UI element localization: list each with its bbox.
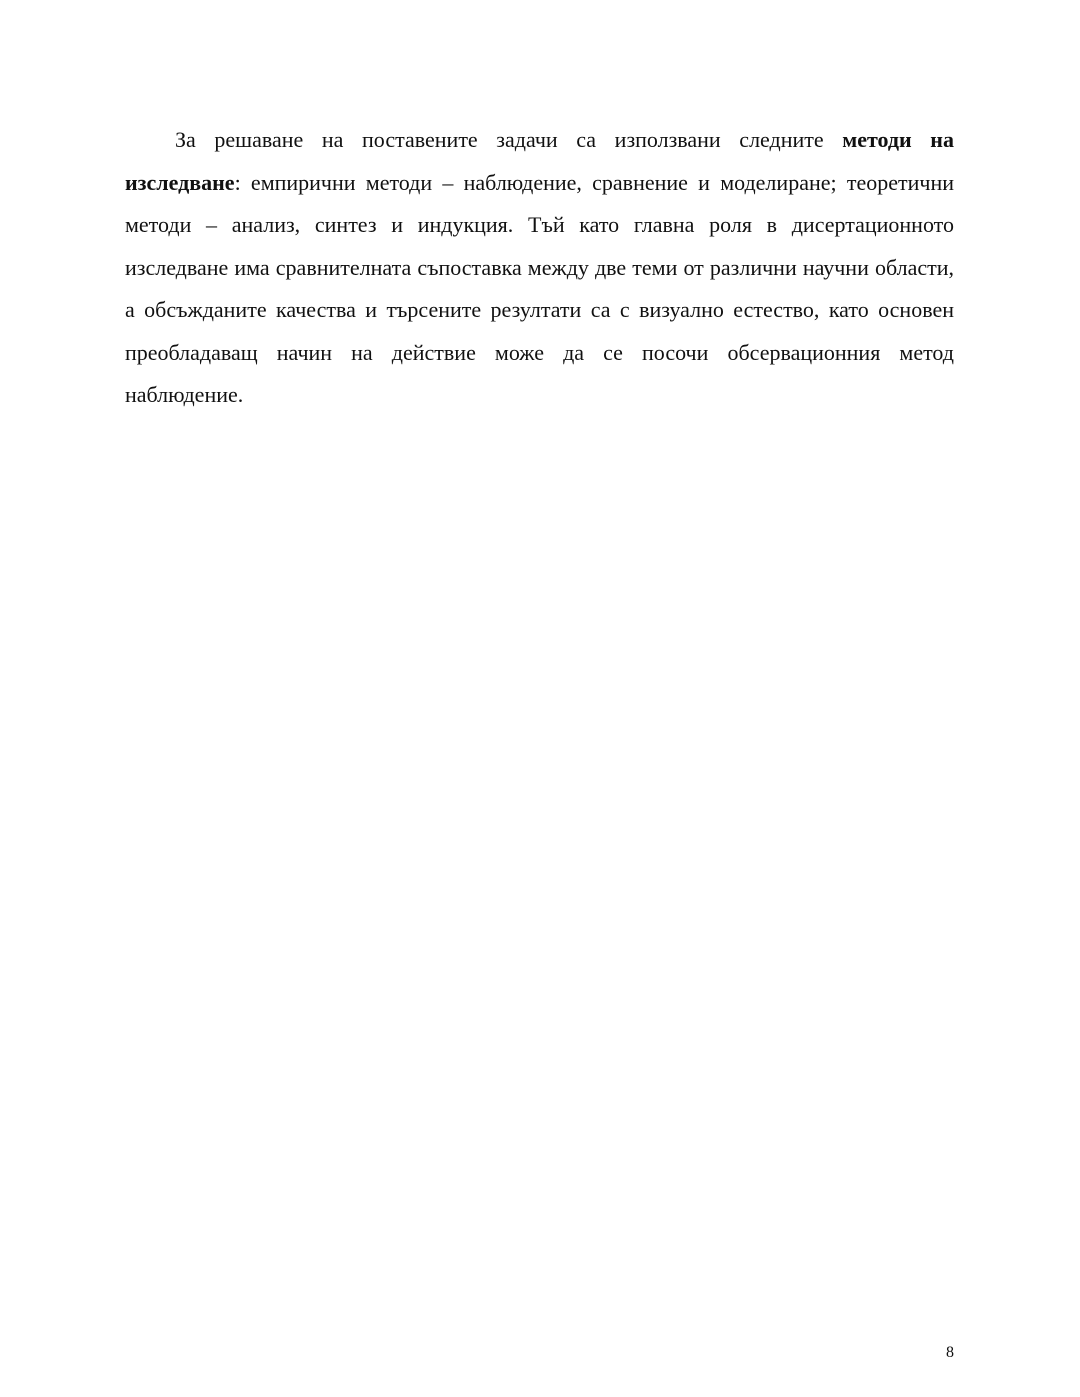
paragraph-text-start: За решаване на поставените задачи са използвани следните (175, 127, 843, 152)
paragraph-bold-phrase: методи на изследване (125, 127, 954, 195)
body-paragraph (125, 119, 954, 417)
page-number: 8 (946, 1344, 954, 1361)
paragraph-text-end: : емпирични методи – наблюдение, сравнение и моделиране; теоретични методи – анализ, синтез и индукция. Тъй като главна роля в дисертационното изследване има сравнителната съпоставка между две теми от различни научни области, а обсъжданите качества и търсените резултати са с визуално естество, като основен преобладаващ начин на действие може да се посочи обсервационния метод наблюдение. (125, 169, 954, 407)
